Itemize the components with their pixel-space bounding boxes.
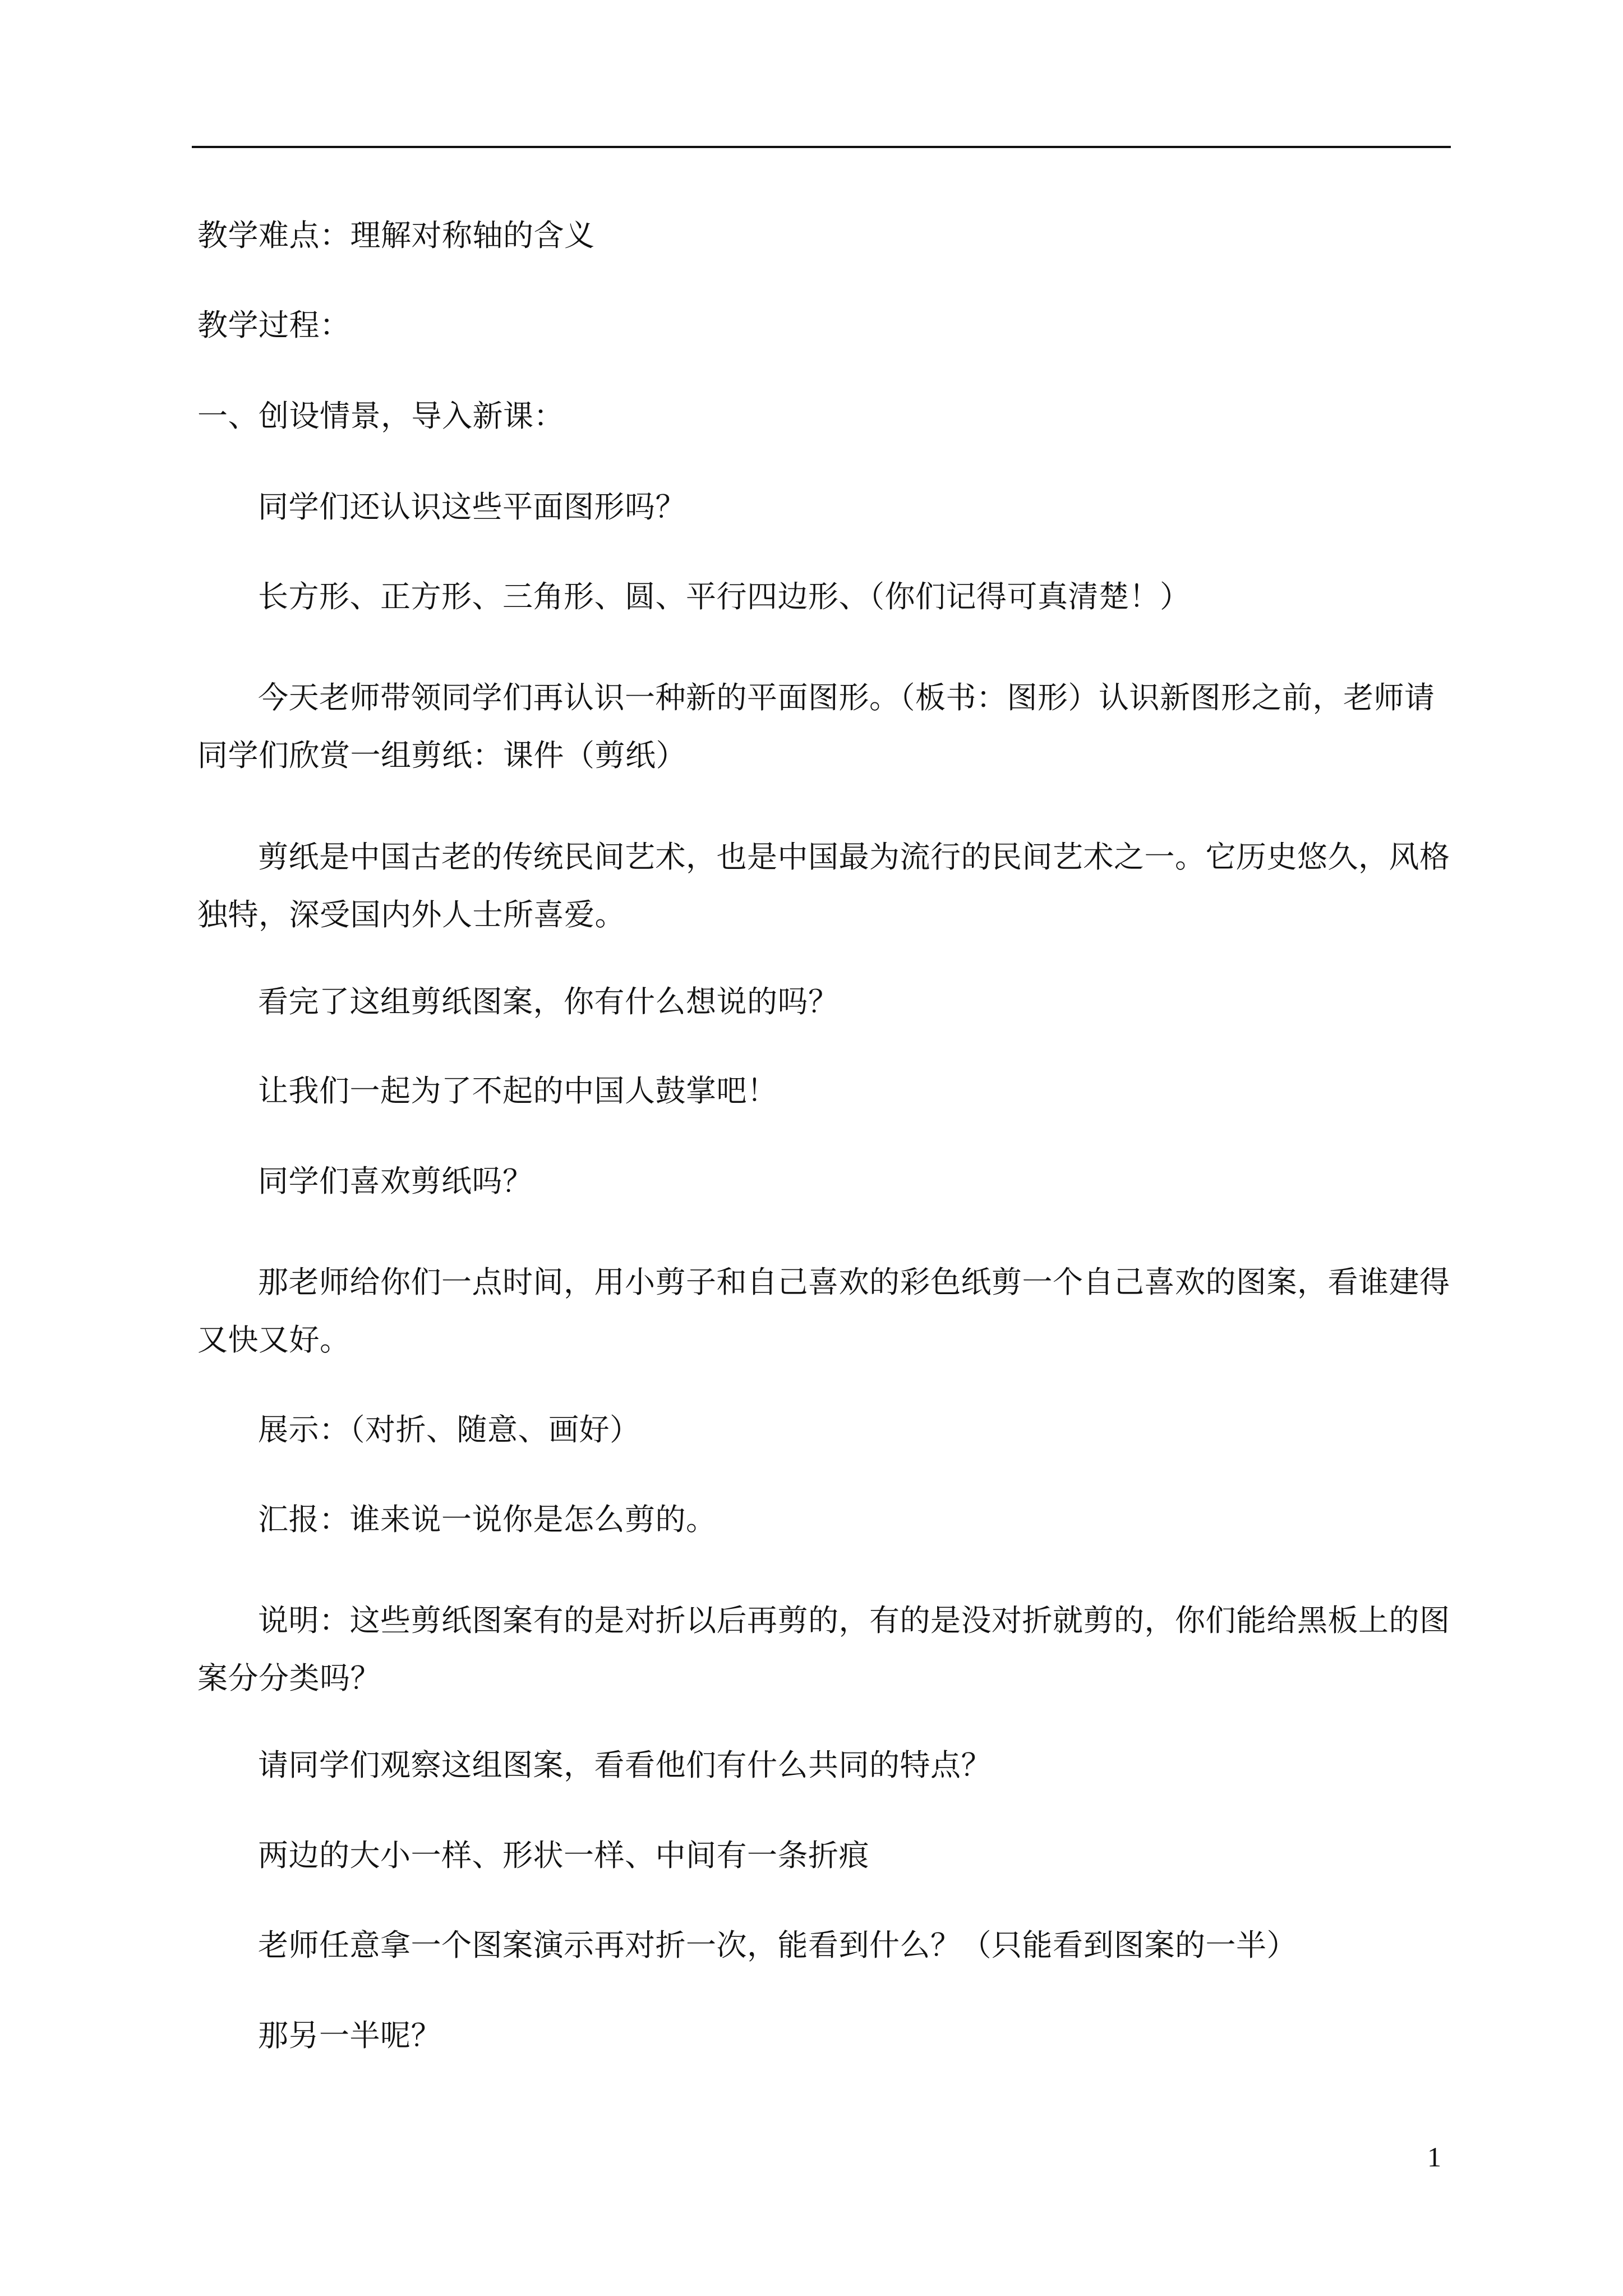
paragraph: 同学们喜欢剪纸吗？ (258, 1163, 533, 1199)
paragraph-section-heading: 一、创设情景，导入新课： (197, 398, 564, 434)
paragraph: 展示：（对折、随意、画好） (258, 1412, 640, 1447)
paragraph: 剪纸是中国古老的传统民间艺术，也是中国最为流行的民间艺术之一。它历史悠久，风格独特，深受国内外人士所喜爱。 (197, 839, 1450, 932)
paragraph: 那老师给你们一点时间，用小剪子和自己喜欢的彩色纸剪一个自己喜欢的图案，看谁建得又快又好。 (197, 1264, 1450, 1358)
paragraph: 让我们一起为了不起的中国人鼓掌吧！ (258, 1073, 778, 1108)
paragraph: 今天老师带领同学们再认识一种新的平面图形。（板书：图形）认识新图形之前，老师请同学们欣赏一组剪纸：课件（剪纸） (197, 680, 1435, 773)
paragraph: 汇报：谁来说一说你是怎么剪的。 (258, 1502, 717, 1537)
page-number: 1 (1427, 2141, 1441, 2173)
paragraph: 请同学们观察这组图案，看看他们有什么共同的特点？ (258, 1747, 992, 1783)
paragraph: 看完了这组剪纸图案，你有什么想说的吗？ (258, 984, 839, 1019)
paragraph-teaching-difficulty: 教学难点：理解对称轴的含义 (197, 218, 595, 253)
paragraph: 长方形、正方形、三角形、圆、平行四边形、（你们记得可真清楚！） (258, 579, 1191, 614)
header-rule (192, 146, 1451, 148)
paragraph: 那另一半呢？ (258, 2018, 441, 2053)
paragraph: 两边的大小一样、形状一样、中间有一条折痕 (258, 1838, 869, 1873)
paragraph: 老师任意拿一个图案演示再对折一次，能看到什么？（只能看到图案的一半） (258, 1927, 1297, 1963)
paragraph-teaching-process: 教学过程： (197, 307, 351, 343)
paragraph: 同学们还认识这些平面图形吗？ (258, 489, 686, 524)
paragraph: 说明：这些剪纸图案有的是对折以后再剪的，有的是没对折就剪的，你们能给黑板上的图案分分类吗？ (197, 1603, 1450, 1696)
